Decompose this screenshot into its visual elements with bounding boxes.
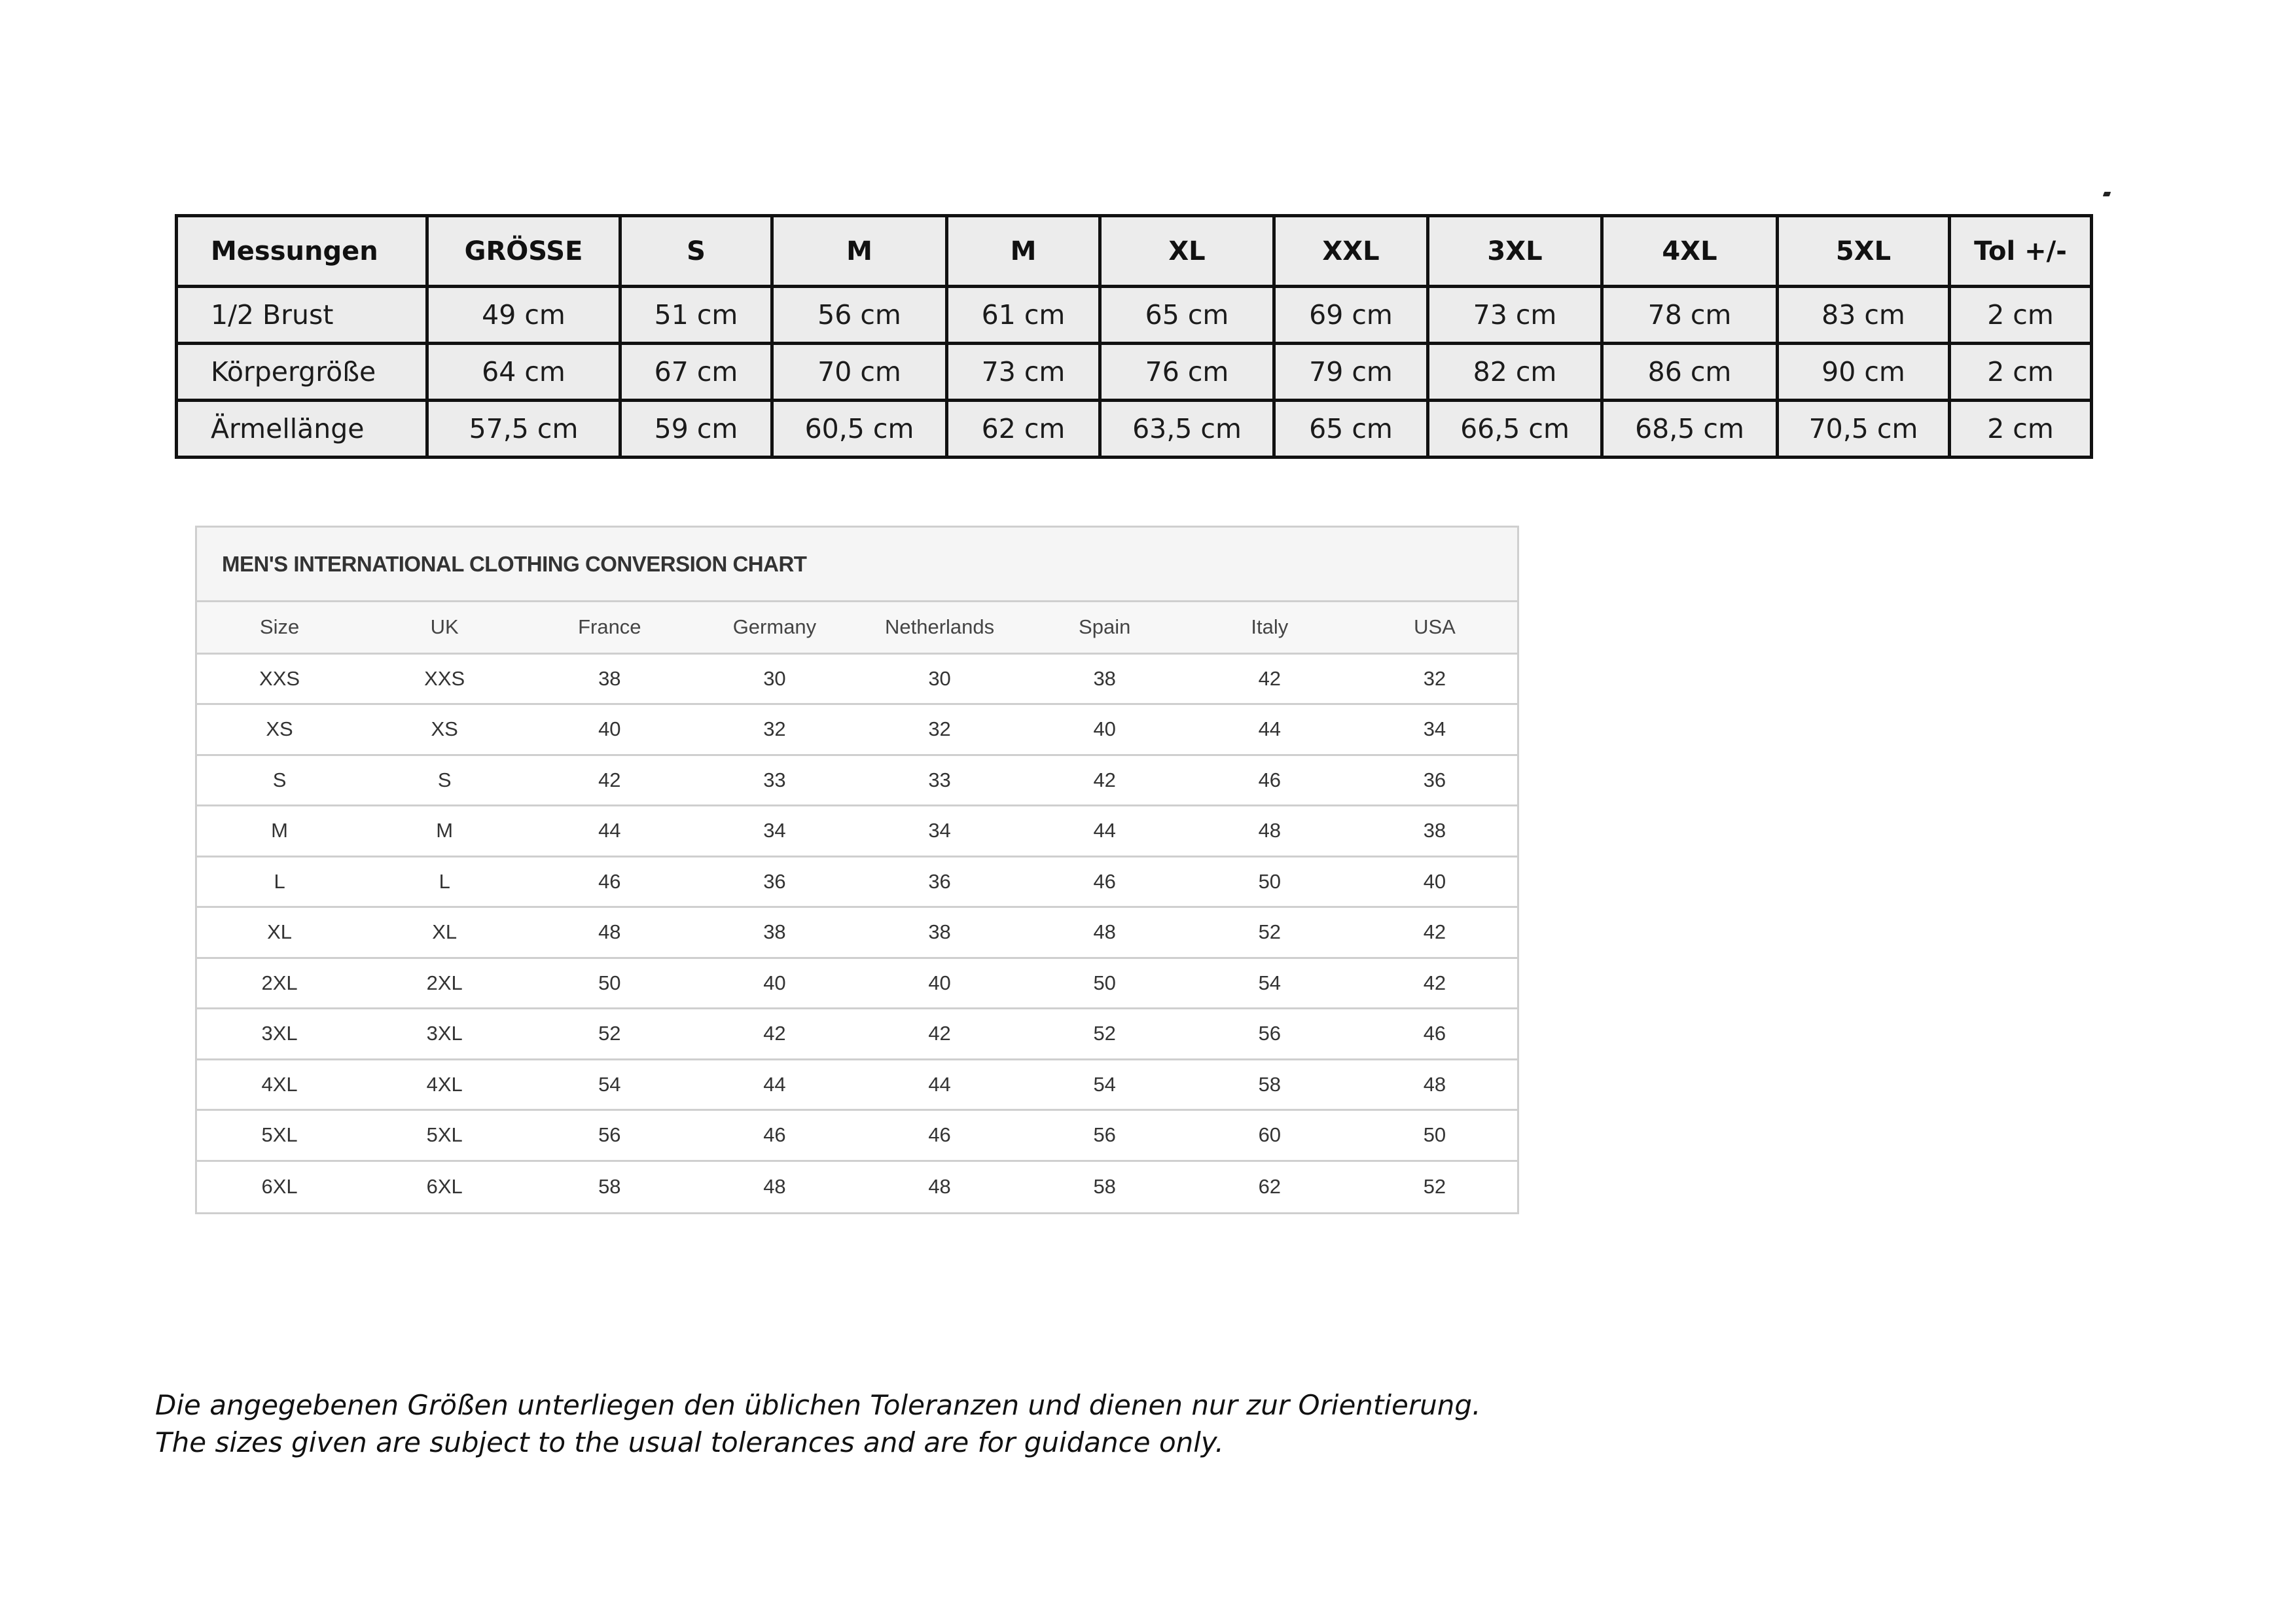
measurement-value-cell: 49 cm [427,287,620,344]
measurement-value-cell: 67 cm [620,344,772,401]
conversion-cell: 36 [692,856,857,907]
conversion-header-cell: Size [197,602,362,653]
conversion-cell: 33 [857,755,1022,806]
conversion-cell: 36 [857,856,1022,907]
conversion-cell: S [197,755,362,806]
conversion-cell: 34 [1352,704,1517,755]
conversion-row [197,1161,1517,1212]
conversion-cell: 50 [1022,958,1187,1009]
conversion-cell: 46 [527,856,692,907]
conversion-cell: XXS [362,653,527,704]
conversion-cell: 50 [1187,856,1352,907]
measurement-header-cell: 3XL [1428,216,1602,287]
conversion-cell: 3XL [197,1009,362,1060]
measurement-value-cell: 70,5 cm [1778,401,1950,458]
conversion-cell: 48 [527,907,692,958]
conversion-header-cell: Spain [1022,602,1187,653]
measurement-label-cell: Körpergröße [177,344,427,401]
conversion-header-cell: Netherlands [857,602,1022,653]
conversion-cell: 38 [527,653,692,704]
conversion-cell: 40 [1352,856,1517,907]
conversion-cell: 33 [692,755,857,806]
conversion-cell: M [362,806,527,857]
measurement-value-cell: 68,5 cm [1602,401,1778,458]
conversion-row [197,653,1517,704]
measurement-value-cell: 78 cm [1602,287,1778,344]
measurement-row [177,401,2092,458]
stray-tick-mark [2103,192,2111,196]
conversion-cell: 34 [857,806,1022,857]
conversion-cell: 32 [857,704,1022,755]
conversion-cell: 46 [1022,856,1187,907]
measurement-value-cell: 61 cm [947,287,1100,344]
conversion-cell: 5XL [197,1110,362,1161]
conversion-cell: 56 [1187,1009,1352,1060]
conversion-cell: 44 [1187,704,1352,755]
conversion-cell: 32 [1352,653,1517,704]
conversion-cell: 56 [1022,1110,1187,1161]
conversion-cell: XXS [197,653,362,704]
conversion-cell: 54 [1187,958,1352,1009]
conversion-cell: 6XL [426,1174,463,1198]
measurement-header-cell: GRÖSSE [427,216,620,287]
measurement-header-cell: XXL [1274,216,1428,287]
measurement-value-cell: 73 cm [1428,287,1602,344]
measurement-value-cell: 90 cm [1778,344,1950,401]
measurement-header-cell: XL [1100,216,1274,287]
conversion-cell: 60 [1187,1110,1352,1161]
measurement-header-cell: 4XL [1602,216,1778,287]
footnote-line-english: The sizes given are subject to the usual tolerances and are for guidance only. [155,1426,1224,1458]
conversion-cell: 2XL [362,958,527,1009]
conversion-cell: 40 [1022,704,1187,755]
conversion-cell: 30 [692,653,857,704]
measurement-value-cell: 62 cm [947,401,1100,458]
conversion-cell: 40 [692,958,857,1009]
conversion-cell: XL [362,907,527,958]
conversion-cell: L [362,856,527,907]
conversion-cell: 4XL [197,1059,362,1110]
conversion-row [197,755,1517,806]
conversion-cell: 48 [1187,806,1352,857]
footnote [155,1386,1480,1461]
measurement-header-cell: M [772,216,947,287]
conversion-cell: 46 [1187,755,1352,806]
conversion-cell: 4XL [362,1059,527,1110]
conversion-cell: 42 [1187,653,1352,704]
measurement-value-cell: 64 cm [427,344,620,401]
conversion-cell: 44 [1022,806,1187,857]
measurement-value-cell: 59 cm [620,401,772,458]
measurement-value-cell: 69 cm [1274,287,1428,344]
conversion-cell: 44 [527,806,692,857]
conversion-cell: 3XL [362,1009,527,1060]
measurement-value-cell: 79 cm [1274,344,1428,401]
conversion-cell: 46 [1352,1009,1517,1060]
conversion-cell: XL [197,907,362,958]
measurement-value-cell: 63,5 cm [1100,401,1274,458]
conversion-header-cell: UK [362,602,527,653]
conversion-cell: S [362,755,527,806]
measurement-value-cell: 2 cm [1950,401,2092,458]
conversion-header-cell: USA [1352,602,1517,653]
conversion-row [197,958,1517,1009]
conversion-cell: 38 [1352,806,1517,857]
conversion-cell: 42 [857,1009,1022,1060]
conversion-cell: 38 [1022,653,1187,704]
conversion-cell: 42 [1352,958,1517,1009]
measurement-header-cell: Messungen [177,216,427,287]
conversion-cell: 48 [928,1174,951,1198]
conversion-cell: XS [362,704,527,755]
measurement-value-cell: 2 cm [1950,287,2092,344]
conversion-cell: 42 [692,1009,857,1060]
measurement-value-cell: 86 cm [1602,344,1778,401]
conversion-cell: 36 [1352,755,1517,806]
conversion-cell: 48 [1022,907,1187,958]
conversion-cell: 30 [857,653,1022,704]
conversion-header-row [197,602,1517,653]
conversion-row [197,907,1517,958]
conversion-cell: 52 [1187,907,1352,958]
conversion-cell: 42 [1022,755,1187,806]
conversion-cell: 50 [1352,1110,1517,1161]
conversion-cell: 52 [1022,1009,1187,1060]
measurement-value-cell: 57,5 cm [427,401,620,458]
measurement-value-cell: 60,5 cm [772,401,947,458]
conversion-cell: 38 [857,907,1022,958]
conversion-cell: 54 [1022,1059,1187,1110]
measurement-value-cell: 73 cm [947,344,1100,401]
measurement-value-cell: 2 cm [1950,344,2092,401]
conversion-chart-title: MEN'S INTERNATIONAL CLOTHING CONVERSION CHART [222,551,807,576]
conversion-cell: 46 [857,1110,1022,1161]
measurement-value-cell: 76 cm [1100,344,1274,401]
conversion-cell: 48 [763,1174,786,1198]
measurement-header-cell: S [620,216,772,287]
measurement-label-cell: Ärmellänge [177,401,427,458]
conversion-cell: 44 [857,1059,1022,1110]
measurement-header-cell: Tol +/- [1950,216,2092,287]
measurement-row [177,287,2092,344]
conversion-cell: XS [197,704,362,755]
conversion-cell: 32 [692,704,857,755]
conversion-cell: 5XL [362,1110,527,1161]
conversion-cell: 54 [527,1059,692,1110]
conversion-chart [195,526,1519,1214]
measurement-header-cell: M [947,216,1100,287]
conversion-cell: L [197,856,362,907]
conversion-cell: 42 [527,755,692,806]
conversion-cell: M [197,806,362,857]
conversion-cell: 52 [1423,1174,1446,1198]
conversion-cell: 2XL [197,958,362,1009]
conversion-cell: 58 [1187,1059,1352,1110]
measurement-value-cell: 65 cm [1100,287,1274,344]
conversion-cell: 46 [692,1110,857,1161]
conversion-cell: 56 [527,1110,692,1161]
measurement-value-cell: 56 cm [772,287,947,344]
measurement-label-cell: 1/2 Brust [177,287,427,344]
conversion-cell: 40 [527,704,692,755]
conversion-table [197,602,1517,1212]
measurement-table [175,214,2093,459]
conversion-cell: 58 [598,1174,621,1198]
conversion-cell: 62 [1258,1174,1282,1198]
conversion-cell: 58 [1093,1174,1116,1198]
conversion-row [197,806,1517,857]
conversion-header-cell: France [527,602,692,653]
conversion-row [197,1059,1517,1110]
conversion-cell: 38 [692,907,857,958]
measurement-value-cell: 70 cm [772,344,947,401]
conversion-cell: 40 [857,958,1022,1009]
footnote-line-german: Die angegebenen Größen unterliegen den üblichen Toleranzen und dienen nur zur Orientierung. [155,1389,1481,1421]
conversion-row [197,1110,1517,1161]
conversion-row [197,704,1517,755]
conversion-cell: 34 [692,806,857,857]
measurement-value-cell: 83 cm [1778,287,1950,344]
conversion-header-cell: Italy [1187,602,1352,653]
conversion-cell: 6XL [261,1174,298,1198]
measurement-row [177,344,2092,401]
measurement-header-cell: 5XL [1778,216,1950,287]
conversion-cell: 50 [527,958,692,1009]
conversion-header-cell: Germany [692,602,857,653]
measurement-value-cell: 51 cm [620,287,772,344]
measurement-header-row [177,216,2092,287]
conversion-chart-title-bar [197,528,1517,602]
conversion-cell: 52 [527,1009,692,1060]
conversion-row [197,1009,1517,1060]
conversion-cell: 44 [692,1059,857,1110]
measurement-value-cell: 82 cm [1428,344,1602,401]
conversion-cell: 42 [1352,907,1517,958]
measurement-value-cell: 65 cm [1274,401,1428,458]
conversion-row [197,856,1517,907]
conversion-cell: 48 [1352,1059,1517,1110]
measurement-value-cell: 66,5 cm [1428,401,1602,458]
